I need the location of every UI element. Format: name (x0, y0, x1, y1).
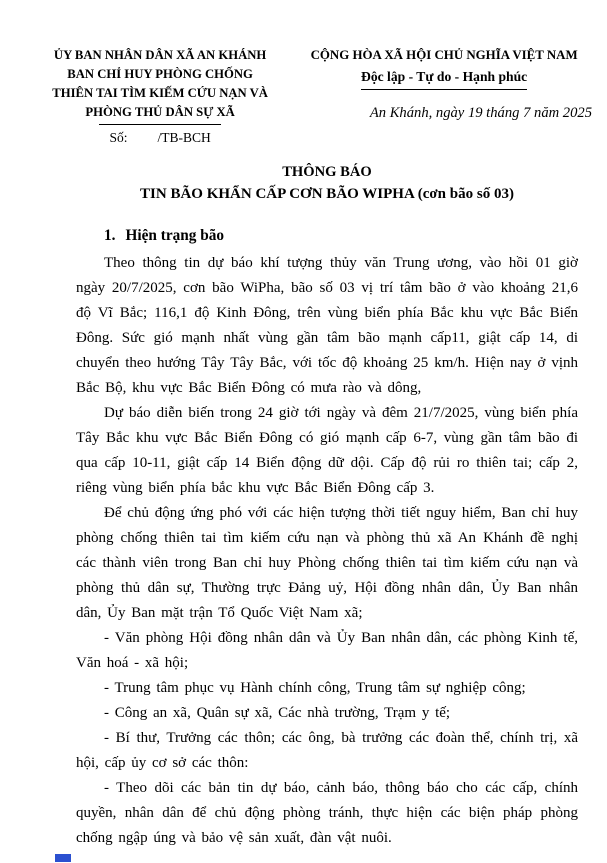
list-item: - Bí thư, Trưởng các thôn; các ông, bà trưởng các đoàn thể, chính trị, xã hội, cấp ủy cơ sở các thôn: (76, 730, 578, 771)
issuing-org-block (26, 46, 294, 147)
document-number-value: /TB-BCH (157, 130, 211, 145)
paragraph: Theo thông tin dự báo khí tượng thủy văn Trung ương, vào hồi 01 giờ ngày 20/7/2025, cơn bão WiPha, bão số 03 vị trí tâm bão ở vào khoảng 21,6 độ Vĩ Bắc; 116,1 độ Kinh Đông, trên vùng biển phía Bắc khu vực Bắc Biển Đông. Sức gió mạnh nhất vùng gần tâm bão mạnh cấp11, giật cấp 14, di chuyển theo hướng Tây Tây Bắc, với tốc độ khoảng 25 km/h. Hiện nay ở vịnh Bắc Bộ, khu vực Bắc Biển Đông có mưa rào và dông, (76, 255, 578, 396)
document-title: THÔNG BÁO (282, 164, 372, 180)
list-item: - Trung tâm phục vụ Hành chính công, Trung tâm sự nghiệp công; (104, 680, 526, 696)
document-number-line (26, 128, 294, 147)
org-line-3: THIÊN TAI TÌM KIẾM CỨU NẠN VÀ (52, 86, 268, 100)
document-number-label: Số: (109, 130, 128, 145)
national-motto: Độc lập - Tự do - Hạnh phúc (361, 67, 527, 90)
section-1-heading (76, 223, 578, 248)
list-item: - Theo dõi các bản tin dự báo, cảnh báo, thông báo cho các cấp, chính quyền, nhân dân để chủ động phòng tránh, thực hiện các biện pháp phòng chống ngập úng và bảo vệ sản xuất, đàn vật nuôi. (76, 780, 578, 846)
section-number: 1. (104, 227, 116, 244)
motto-wrap (294, 67, 594, 90)
place-date-line: An Khánh, ngày 19 tháng 7 năm 2025 (369, 105, 592, 121)
cursor-artifact-marker (55, 854, 71, 862)
national-title: CỘNG HÒA XÃ HỘI CHỦ NGHĨA VIỆT NAM (310, 48, 578, 62)
list-item: - Văn phòng Hội đồng nhân dân và Ủy Ban nhân dân, các phòng Kinh tế, Văn hoá - xã hội; (76, 630, 578, 671)
paragraph: Dự báo diễn biến trong 24 giờ tới ngày và đêm 21/7/2025, vùng biển phía Tây Bắc khu vực Bắc Biển Đông có gió mạnh cấp 6-7, vùng gần tâm bão đi qua cấp 10-11, giật cấp 14 Biển động dữ dội. Cấp độ rủi ro thiên tai; cấp 2, riêng vùng biển phía bắc khu vực Bắc Biển Đông cấp 3. (76, 405, 578, 496)
list-item: - Công an xã, Quân sự xã, Các nhà trường, Trạm y tế; (104, 705, 451, 721)
section-title: Hiện trạng bão (125, 227, 225, 244)
document-subtitle: TIN BÃO KHẨN CẤP CƠN BÃO WIPHA (cơn bão số 03) (140, 186, 514, 202)
org-underline-rule (99, 124, 221, 125)
document-content (76, 161, 578, 851)
paragraph: Để chủ động ứng phó với các hiện tượng thời tiết nguy hiểm, Ban chỉ huy phòng chống thiên tai tìm kiếm cứu nạn và phòng thủ xã An Khánh đề nghị các thành viên trong Ban chỉ huy Phòng chống thiên tai tìm kiếm cứu nạn và phòng thủ dân sự, Thường trực Đảng uỷ, Hội đồng nhân dân, Ủy Ban nhân dân, Ủy Ban mặt trận Tổ Quốc Việt Nam xã; (76, 505, 578, 621)
national-header-block (294, 46, 594, 122)
org-line-1: ỦY BAN NHÂN DÂN XÃ AN KHÁNH (53, 48, 267, 62)
document-header (0, 46, 607, 147)
org-line-2: BAN CHỈ HUY PHÒNG CHỐNG (67, 67, 253, 81)
document-title-block (76, 161, 578, 205)
org-line-4: PHÒNG THỦ DÂN SỰ XÃ (85, 105, 235, 119)
